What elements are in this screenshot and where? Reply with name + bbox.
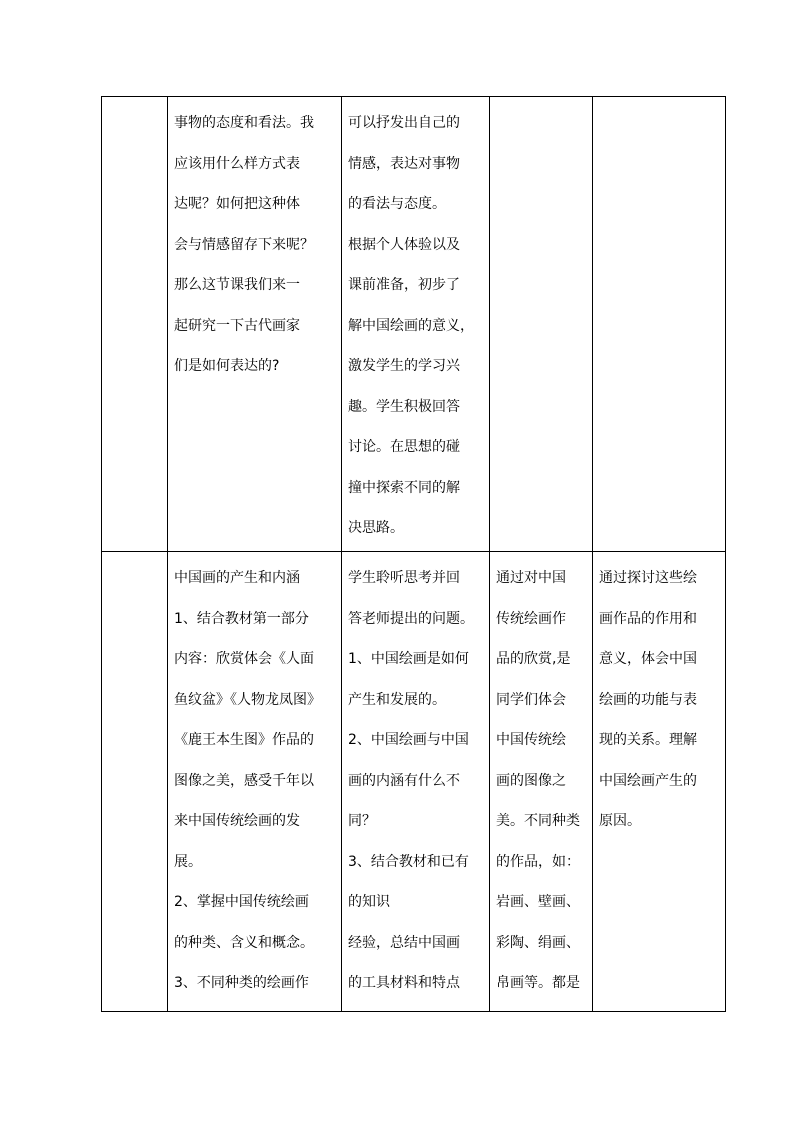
cell-text-line: 传统绘画作 [496, 610, 566, 627]
row2-design-lines [593, 552, 725, 842]
cell-text-line: 根据个人体验以及 [348, 236, 460, 253]
cell-text-line: 起研究一下古代画家 [174, 317, 300, 334]
cell-text-line: 经验，总结中国画 [348, 934, 460, 951]
cell-text-line: 意义，体会中国 [599, 651, 697, 667]
cell-text-line: 决思路。 [348, 520, 404, 536]
cell-text-line: 的工具材料和特点 [348, 975, 460, 991]
table-row [102, 97, 726, 552]
cell-text-line: 画的图像之 [496, 772, 566, 789]
row2-content-lines [168, 552, 341, 1004]
cell-text-line: 们是如何表达的? [174, 358, 280, 374]
cell-text-line: 那么这节课我们来一 [174, 277, 300, 293]
row1-teacher-content-cell [168, 97, 342, 552]
cell-text-line: 3、结合教材和已有 [348, 853, 469, 870]
cell-text-line: 的作品，如： [496, 853, 580, 870]
row2-intent-lines [490, 552, 592, 1004]
cell-text-line: 产生和发展的。 [348, 691, 446, 708]
cell-text-line: 应该用什么样方式表 [174, 155, 300, 172]
cell-text-line: 情感，表达对事物 [348, 155, 460, 172]
cell-text-line: 讨论。在思想的碰 [348, 439, 460, 455]
cell-text-line: 1、中国绘画是如何 [348, 651, 469, 667]
cell-text-line: 趣。学生积极回答 [348, 398, 460, 415]
row1-design-lines [593, 97, 725, 103]
cell-text-line: 1、结合教材第一部分 [174, 610, 309, 627]
cell-text-line: 事物的态度和看法。我 [174, 115, 314, 131]
cell-text-line: 会与情感留存下来呢？ [174, 236, 314, 253]
cell-text-line: 的种类、含义和概念。 [174, 934, 314, 951]
cell-text-line: 岩画、壁画、 [496, 894, 580, 910]
cell-text-line: 通过对中国 [496, 570, 566, 586]
cell-text-line: 品的欣赏,是 [496, 651, 571, 667]
row1-design-intent-cell [490, 97, 593, 552]
cell-text-line: 3、不同种类的绘画作 [174, 975, 309, 991]
cell-text-line: 的知识 [348, 894, 390, 910]
cell-text-line: 2、掌握中国传统绘画 [174, 894, 309, 910]
cell-text-line: 可以抒发出自己的 [348, 115, 460, 131]
cell-text-line: 通过探讨这些绘 [599, 570, 697, 586]
cell-text-line: 撞中探索不同的解 [348, 479, 460, 496]
row2-notes-cell [593, 552, 726, 1012]
cell-text-line: 同学们体会 [496, 691, 566, 708]
cell-text-line: 的看法与态度。 [348, 196, 446, 212]
row1-intent-lines [490, 97, 592, 103]
cell-text-line: 《鹿王本生图》作品的 [174, 732, 314, 748]
cell-text-line: 图像之美，感受千年以 [174, 772, 314, 789]
cell-text-line: 课前准备，初步了 [348, 277, 460, 293]
cell-text-line: 激发学生的学习兴 [348, 358, 460, 374]
row2-stage-cell [102, 552, 168, 1012]
row1-student-lines [342, 97, 489, 549]
cell-text-line: 解中国绘画的意义， [348, 317, 474, 334]
cell-text-line: 来中国传统绘画的发 [174, 813, 300, 829]
table-row [102, 552, 726, 1012]
cell-text-line: 中国绘画产生的 [599, 772, 697, 789]
cell-text-line: 画作品的作用和 [599, 610, 697, 627]
row1-stage-cell [102, 97, 168, 552]
cell-text-line: 内容：欣赏体会《人面 [174, 651, 314, 667]
cell-text-line: 画的内涵有什么不 [348, 772, 460, 789]
cell-text-line: 答老师提出的问题。 [348, 610, 474, 627]
cell-text-line: 帛画等。都是 [496, 975, 580, 991]
cell-text-line: 同？ [348, 813, 376, 829]
cell-text-line: 学生聆听思考并回 [348, 570, 460, 586]
cell-text-line: 鱼纹盆》《人物龙凤图》 [174, 691, 321, 708]
row1-content-lines [168, 97, 341, 387]
row2-student-activity-cell [342, 552, 490, 1012]
cell-text-line: 原因。 [599, 813, 641, 829]
row1-notes-cell [593, 97, 726, 552]
row2-teacher-content-cell [168, 552, 342, 1012]
cell-text-line: 展。 [174, 853, 202, 870]
lesson-plan-table [101, 96, 726, 1012]
row2-student-lines [342, 552, 489, 1004]
cell-text-line: 2、中国绘画与中国 [348, 732, 469, 748]
cell-text-line: 彩陶、绢画、 [496, 934, 580, 951]
cell-text-line: 中国画的产生和内涵 [174, 570, 300, 586]
cell-text-line: 现的关系。理解 [599, 732, 697, 748]
row2-design-intent-cell [490, 552, 593, 1012]
row1-student-activity-cell [342, 97, 490, 552]
cell-text-line: 达呢？如何把这种体 [174, 196, 300, 212]
cell-text-line: 绘画的功能与表 [599, 691, 697, 708]
cell-text-line: 美。不同种类 [496, 813, 580, 829]
cell-text-line: 中国传统绘 [496, 732, 566, 748]
